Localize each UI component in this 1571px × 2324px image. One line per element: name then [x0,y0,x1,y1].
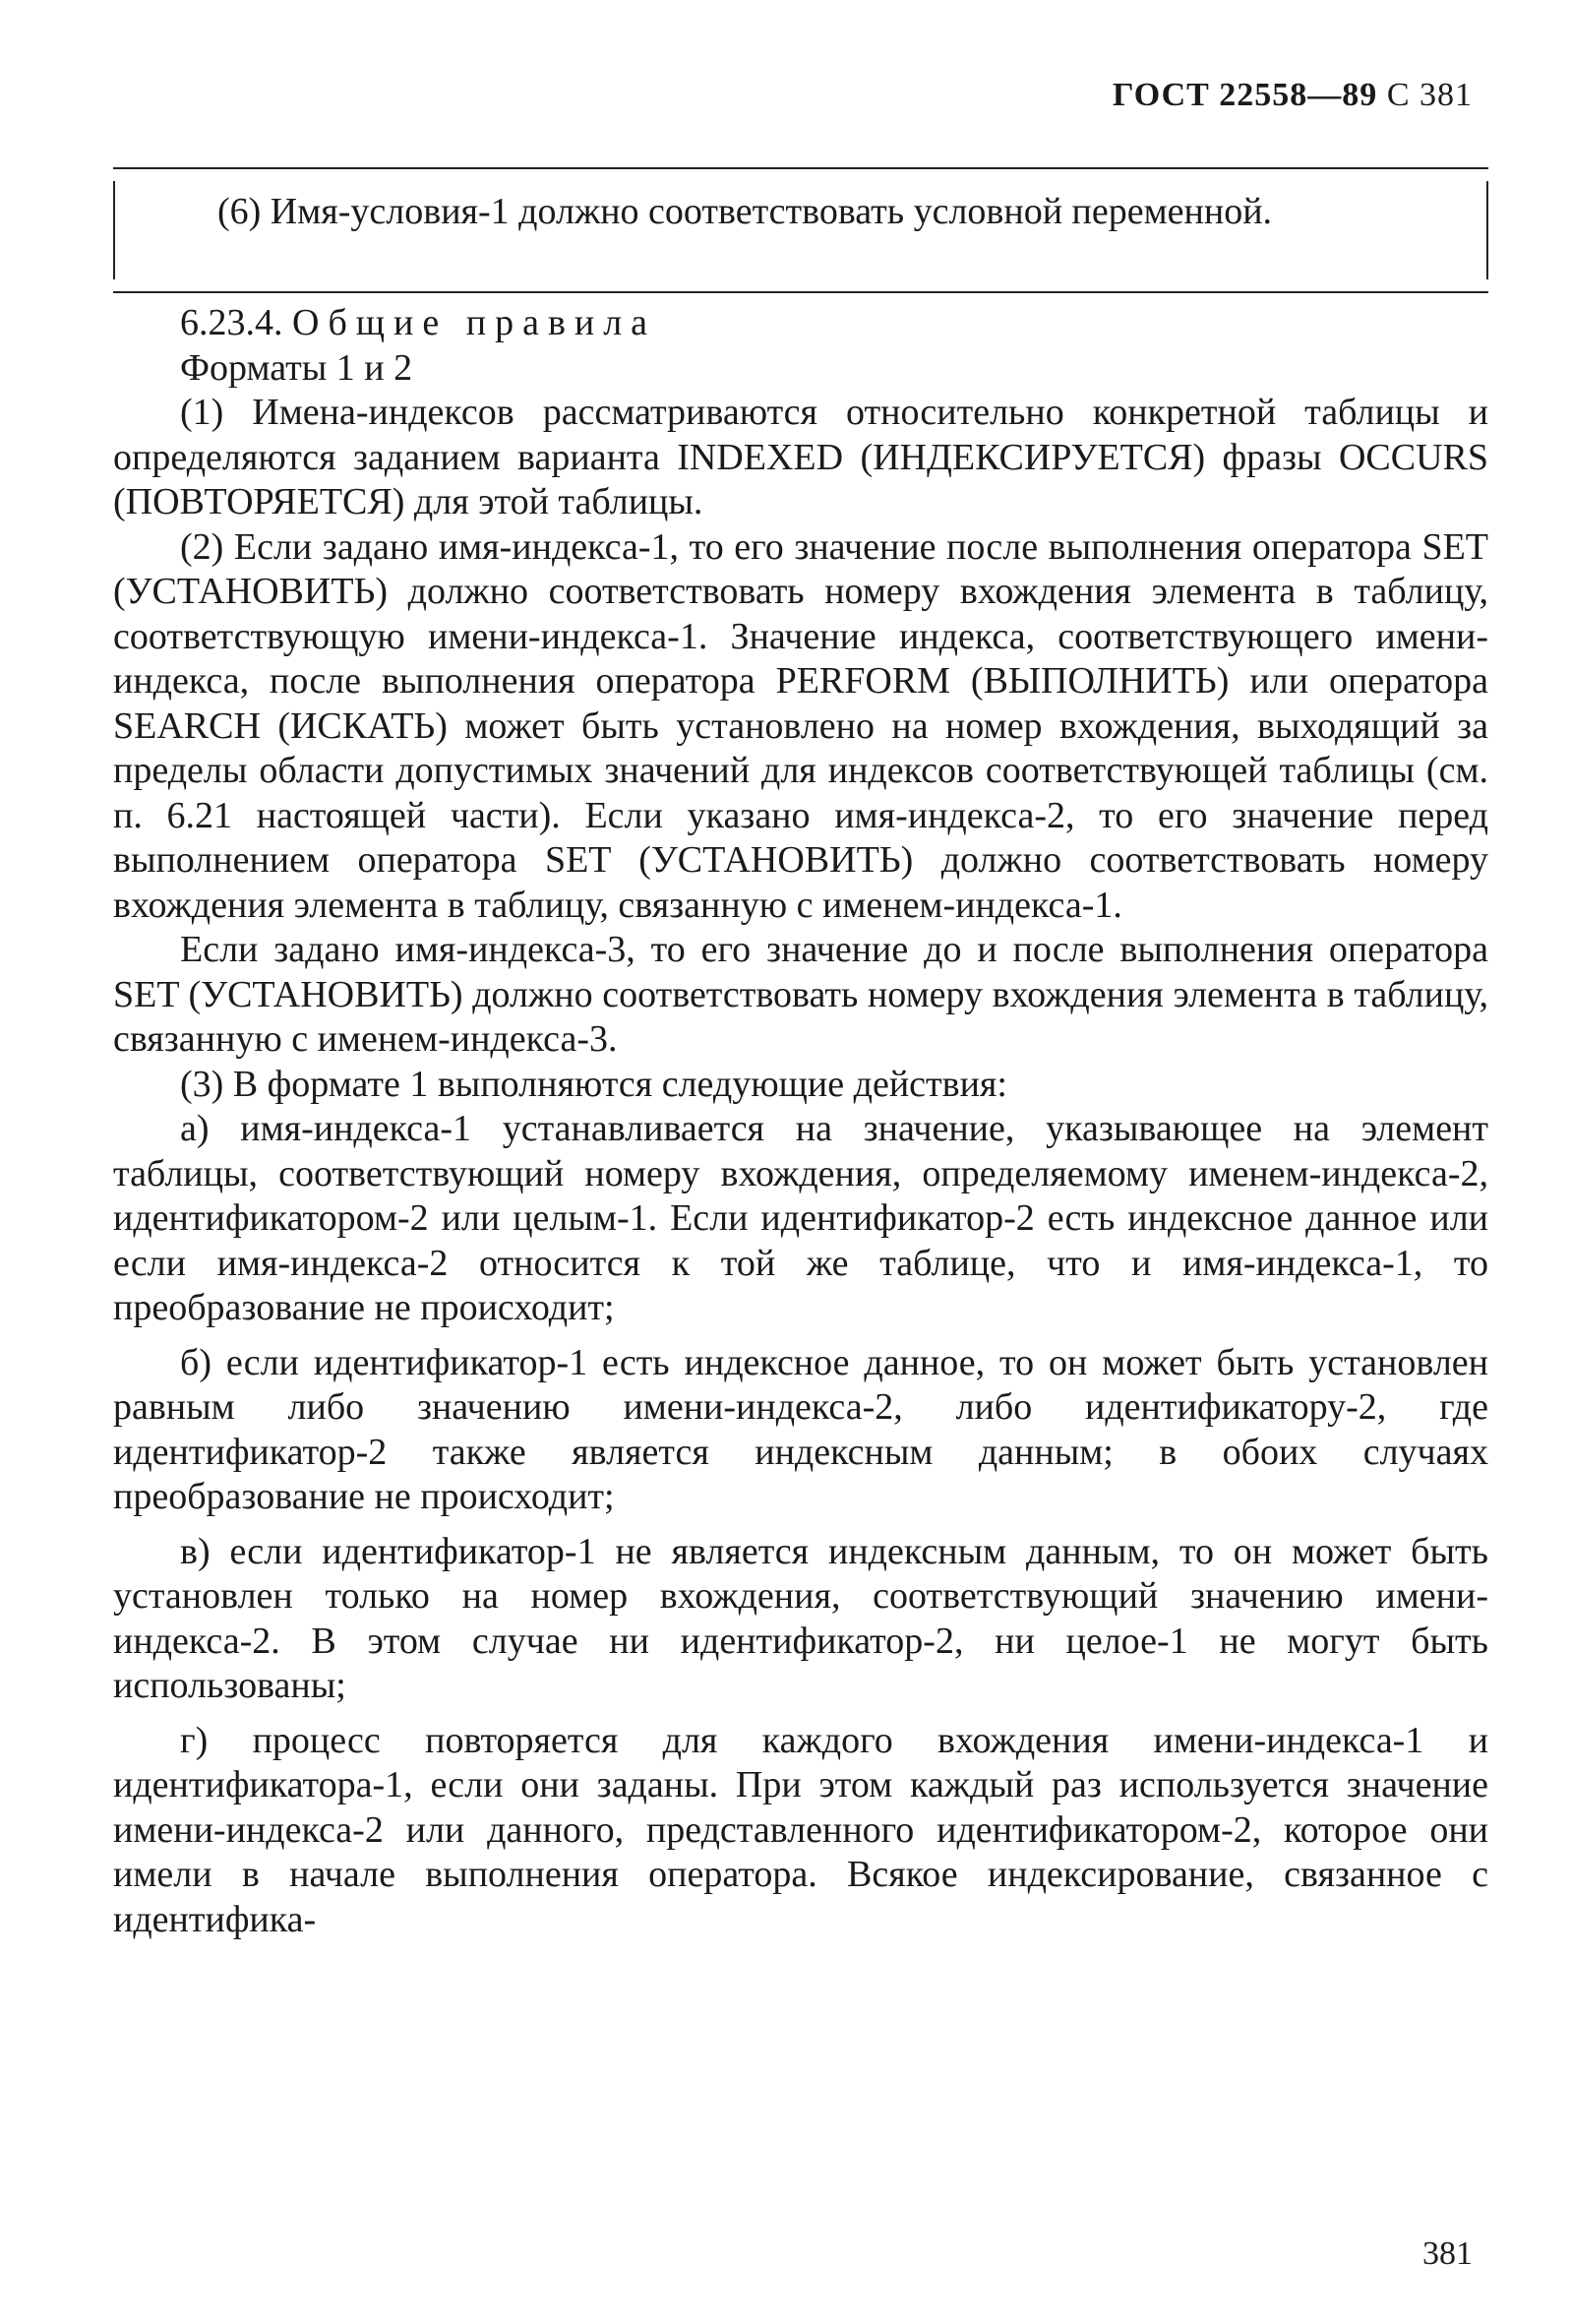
boxed-note-text: (6) Имя-условия-1 должно соответствовать условной переменной. [217,191,1273,232]
box-right-rule [1486,181,1488,279]
paragraph-3: Если задано имя-индекса-3, то его значение до и после выполнения оператора SET (УСТАНОВИТЬ) должно соответствовать номеру вхождения элемента в таблицу, связанную с именем-индекса-3. [113,929,1488,1060]
section-title: Общие правила [292,302,657,343]
list-item-g: г) процесс повторяется для каждого вхождения имени-индекса-1 и идентификатора-1, если они заданы. При этом каждый раз используется значение имени-индекса-2 или данного, представленного идентификатором-2, которое они имели в начале выполнения оператора. Всякое индексирование, связанное с идентифика- [113,1719,1488,1940]
list-item-b: б) если идентификатор-1 есть индексное данное, то он может быть установлен равным либо значению имени-индекса-2, либо идентификатору-2, где идентификатор-2 также является индексным данным; в обоих случаях преобразование не происходит; [113,1341,1488,1517]
section-number: 6.23.4. [180,302,283,343]
body-text [113,301,1488,1942]
paragraph-2: (2) Если задано имя-индекса-1, то его значение после выполнения оператора SET (УСТАНОВИТЬ) должно соответствовать номеру вхождения элемента в таблицу, соответствующую имени-индекса-1. Значение индекса, соответствующего имени-индекса, после выполнения оператора PERFORM (ВЫПОЛНИТЬ) или оператора SEARCH (ИСКАТЬ) может быть установлено на номер вхождения, выходящий за пределы области допустимых значений для индексов соответствующей таблицы (см. п. 6.21 настоящей части). Если указано имя-индекса-2, то его значение перед выполнением оператора SET (УСТАНОВИТЬ) должно соответствовать номеру вхождения элемента в таблицу, связанную с именем-индекса-1. [113,525,1488,926]
standard-number: ГОСТ 22558—89 [1112,77,1378,113]
section-heading [113,301,1488,346]
box-left-rule [113,181,115,279]
list-item-v: в) если идентификатор-1 не является индексным данным, то он может быть установлен только на номер вхождения, соответствующий значению имени-индекса-2. В этом случае ни идентификатор-2, ни целое-1 не могут быть использованы; [113,1530,1488,1706]
list-item-a: а) имя-индекса-1 устанавливается на значение, указывающее на элемент таблицы, соответствующий номеру вхождения, определяемому именем-индекса-2, идентификатором-2 или целым-1. Если идентификатор-2 есть индексное данное или если имя-индекса-2 относится к той же таблице, что и имя-индекса-1, то преобразование не происходит; [113,1108,1488,1328]
paragraph-4: (3) В формате 1 выполняются следующие действия: [180,1063,1007,1105]
page-header [1113,77,1473,114]
page-number: 381 [1422,2235,1473,2272]
boxed-note [113,167,1488,293]
paragraph-1: (1) Имена-индексов рассматриваются относительно конкретной таблицы и определяются заданием варианта INDEXED (ИНДЕКСИРУЕТСЯ) фразы OCCURS (ПОВТОРЯЕТСЯ) для этой таблицы. [113,392,1488,522]
header-page-label: С 381 [1386,77,1473,113]
formats-label: Форматы 1 и 2 [180,346,413,389]
